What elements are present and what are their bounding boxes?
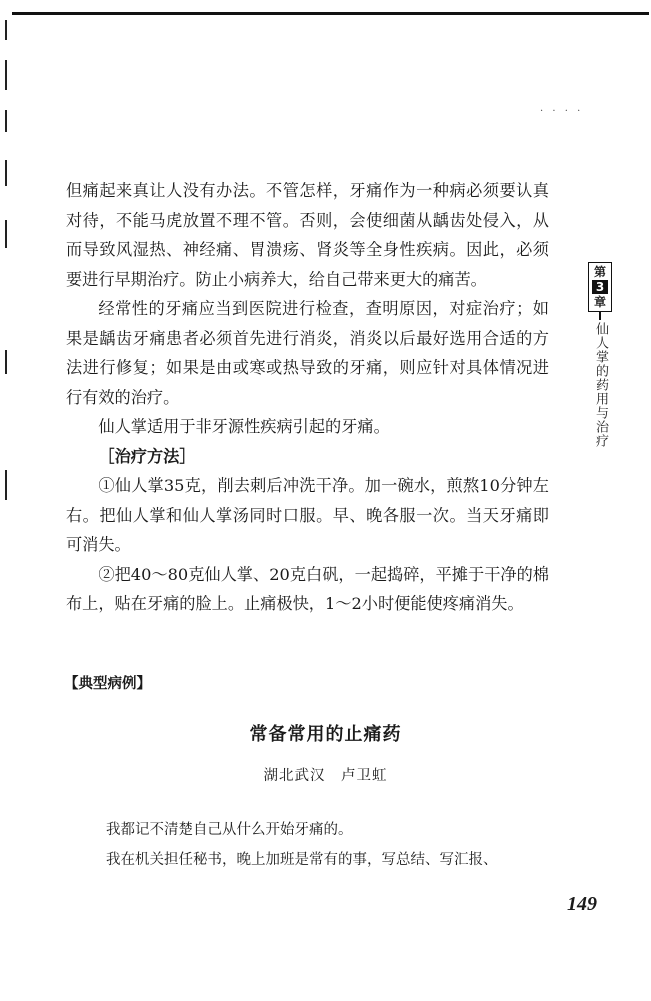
- chapter-number: 3: [592, 280, 608, 294]
- body-text: [66, 176, 549, 619]
- paragraph-2: 经常性的牙痛应当到医院进行检查，查明原因，对症治疗；如果是龋齿牙痛患者必须首先进行消炎，消炎以后最好选用合适的方法进行修复；如果是由或寒或热导致的牙痛，则应针对具体情况进行有效的治疗。: [66, 299, 549, 407]
- article-title: 常备常用的止痛药: [249, 724, 402, 745]
- binding-edge-marks: [0, 0, 10, 1001]
- binding-mark: [5, 20, 7, 40]
- chapter-side-tab: [586, 262, 614, 448]
- binding-mark: [5, 470, 7, 500]
- binding-mark: [5, 220, 7, 248]
- binding-mark: [5, 160, 7, 186]
- article-line-2: 我在机关担任秘书，晚上加班是常有的事，写总结、写汇报、: [106, 852, 498, 868]
- method-2: ②把40～80克仙人掌、20克白矾，一起捣碎，平摊于干净的棉布上，贴在牙痛的脸上。止痛极快，1～2小时便能使疼痛消失。: [66, 564, 549, 613]
- binding-mark: [5, 60, 7, 90]
- scan-speckle: · · · ·: [540, 106, 584, 117]
- tab-rule: [599, 312, 601, 320]
- method-1: ①仙人掌35克，削去刺后冲洗干净。加一碗水，煎熬10分钟左右。把仙人掌和仙人掌汤同时口服。早、晚各服一次。当天牙痛即可消失。: [66, 476, 549, 554]
- chapter-suffix: 章: [593, 295, 606, 309]
- page-number: 149: [567, 893, 597, 915]
- article-line-1: 我都记不清楚自己从什么开始牙痛的。: [106, 822, 353, 838]
- top-rule: [12, 12, 649, 15]
- binding-mark: [5, 350, 7, 374]
- binding-mark: [5, 110, 7, 132]
- case-label: 【典型病例】: [64, 676, 151, 692]
- treatment-method-heading: ［治疗方法］: [98, 446, 196, 466]
- chapter-box: [588, 262, 612, 312]
- article-text: [106, 815, 566, 875]
- chapter-prefix: 第: [593, 265, 606, 279]
- article-byline: 湖北武汉 卢卫虹: [263, 768, 388, 784]
- paragraph-1: 但痛起来真让人没有办法。不管怎样，牙痛作为一种病必须要认真对待，不能马虎放置不理不管。否则，会使细菌从龋齿处侵入，从而导致风湿热、神经痛、胃溃疡、肾炎等全身性疾病。因此，必须要进行早期治疗。防止小病养大，给自己带来更大的痛苦。: [66, 181, 549, 289]
- paragraph-3: 仙人掌适用于非牙源性疾病引起的牙痛。: [98, 417, 390, 436]
- chapter-title: 仙人掌的药用与治疗: [593, 322, 608, 448]
